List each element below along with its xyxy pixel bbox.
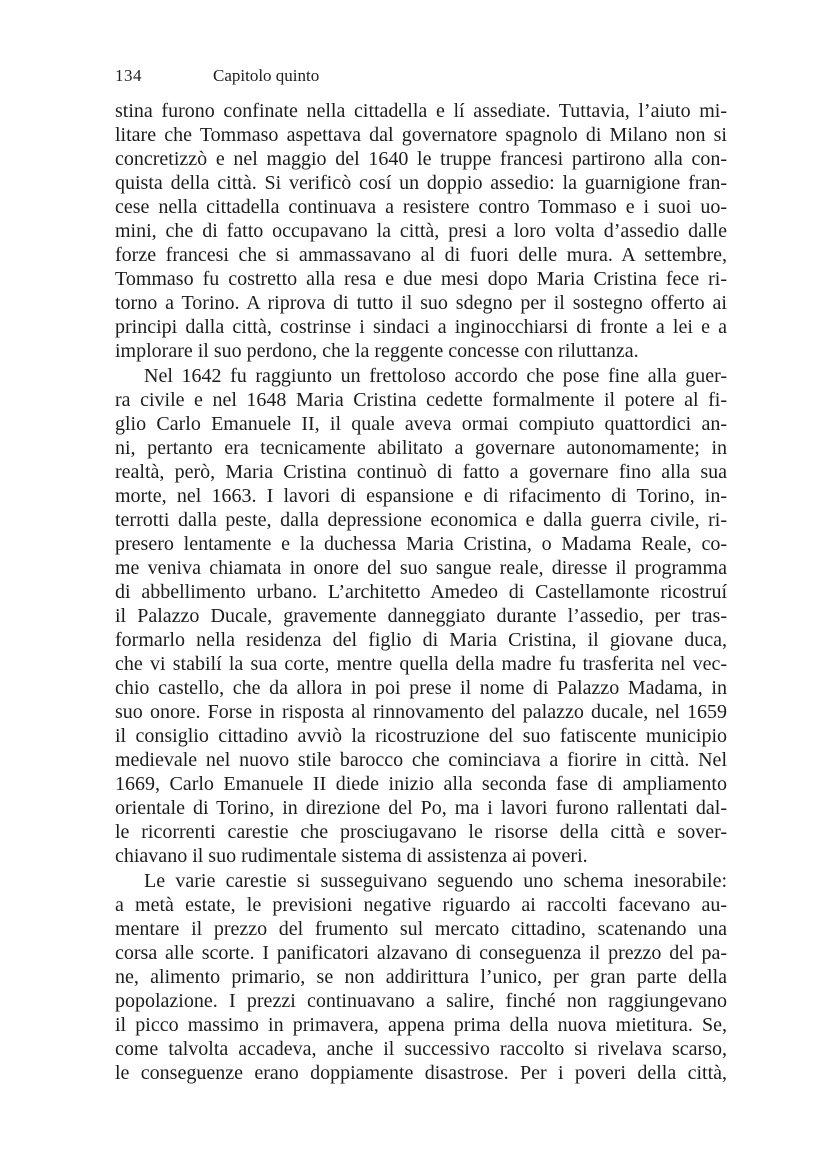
page-number: 134: [115, 66, 142, 85]
text-line: mentare il prezzo del frumento sul mercato cittadino, scatenando una: [115, 917, 727, 940]
text-line: cese nella cittadella continuava a resistere contro Tommaso e i suoi uo-: [115, 196, 727, 219]
text-line: realtà, però, Maria Cristina continuò di fatto a governare fino alla sua: [115, 460, 727, 483]
text-line: le conseguenze erano doppiamente disastrose. Per i poveri della città,: [115, 1061, 727, 1084]
text-line: formarlo nella residenza del figlio di Maria Cristina, il giovane duca,: [115, 629, 727, 652]
text-line: concretizzò e nel maggio del 1640 le truppe francesi partirono alla con-: [115, 148, 727, 171]
text-line: stina furono confinate nella cittadella e lí assediate. Tuttavia, l’aiuto mi-: [115, 100, 727, 122]
text-line: Le varie carestie si susseguivano seguendo uno schema inesorabile:: [144, 869, 727, 892]
text-line: il Palazzo Ducale, gravemente danneggiato durante l’assedio, per tras-: [115, 604, 727, 627]
text-line: il picco massimo in primavera, appena prima della nuova mietitura. Se,: [115, 1013, 727, 1036]
text-line: corsa alle scorte. I panificatori alzavano di conseguenza il prezzo del pa-: [115, 941, 727, 964]
text-line: il consiglio cittadino avviò la ricostruzione del suo fatiscente municipio: [115, 725, 727, 748]
paragraph: [115, 364, 727, 869]
text-line: come talvolta accadeva, anche il successivo raccolto si rivelava scarso,: [115, 1037, 727, 1060]
paragraph: [115, 869, 727, 1085]
text-line: medievale nel nuovo stile barocco che cominciava a fiorire in città. Nel: [115, 749, 727, 772]
text-line: Tommaso fu costretto alla resa e due mesi dopo Maria Cristina fece ri-: [115, 268, 727, 291]
text-line: popolazione. I prezzi continuavano a salire, finché non raggiungevano: [115, 989, 727, 1012]
text-line: quista della città. Si verificò cosí un doppio assedio: la guarnigione fran-: [115, 172, 727, 195]
text-line: principi dalla città, costrinse i sindaci a inginocchiarsi di fronte a lei e a: [115, 316, 727, 339]
body-text: [115, 99, 727, 1085]
chapter-title: Capitolo quinto: [213, 66, 320, 85]
text-line: terrotti dalla peste, dalla depressione economica e dalla guerra civile, ri-: [115, 508, 727, 531]
text-line: forze francesi che si ammassavano al di fuori delle mura. A settembre,: [115, 244, 727, 267]
text-line: che vi stabilí la sua corte, mentre quella della madre fu trasferita nel vec-: [115, 653, 727, 676]
text-line: 1669, Carlo Emanuele II diede inizio alla seconda fase di ampliamento: [115, 773, 727, 796]
text-line: ne, alimento primario, se non addirittura l’unico, per gran parte della: [115, 965, 727, 988]
text-line: chio castello, che da allora in poi prese il nome di Palazzo Madama, in: [115, 677, 727, 700]
text-line: orientale di Torino, in direzione del Po, ma i lavori furono rallentati dal-: [115, 797, 727, 820]
text-line: implorare il suo perdono, che la reggente concesse con riluttanza.: [115, 340, 639, 363]
text-line: torno a Torino. A riprova di tutto il suo sdegno per il sostegno offerto ai: [115, 292, 727, 315]
text-line: ni, pertanto era tecnicamente abilitato a governare autonomamente; in: [115, 436, 727, 459]
text-line: di abbellimento urbano. L’architetto Amedeo di Castellamonte ricostruí: [115, 580, 727, 603]
paragraph: [115, 99, 727, 364]
running-header: [115, 64, 319, 88]
text-line: litare che Tommaso aspettava dal governatore spagnolo di Milano non si: [115, 124, 727, 147]
text-line: mini, che di fatto occupavano la città, presi a loro volta d’assedio dalle: [115, 220, 727, 243]
text-line: me veniva chiamata in onore del suo sangue reale, diresse il programma: [115, 556, 727, 579]
text-line: ra civile e nel 1648 Maria Cristina cedette formalmente il potere al fi-: [115, 388, 727, 411]
text-line: chiavano il suo rudimentale sistema di assistenza ai poveri.: [115, 845, 588, 868]
text-line: a metà estate, le previsioni negative riguardo ai raccolti facevano au-: [115, 893, 727, 916]
text-line: glio Carlo Emanuele II, il quale aveva ormai compiuto quattordici an-: [115, 412, 727, 435]
text-line: morte, nel 1663. I lavori di espansione e di rifacimento di Torino, in-: [115, 484, 727, 507]
text-line: presero lentamente e la duchessa Maria Cristina, o Madama Reale, co-: [115, 532, 727, 555]
text-line: Nel 1642 fu raggiunto un frettoloso accordo che pose fine alla guer-: [144, 364, 727, 387]
text-line: le ricorrenti carestie che prosciugavano le risorse della città e sover-: [115, 821, 727, 844]
text-line: suo onore. Forse in risposta al rinnovamento del palazzo ducale, nel 1659: [115, 701, 727, 724]
